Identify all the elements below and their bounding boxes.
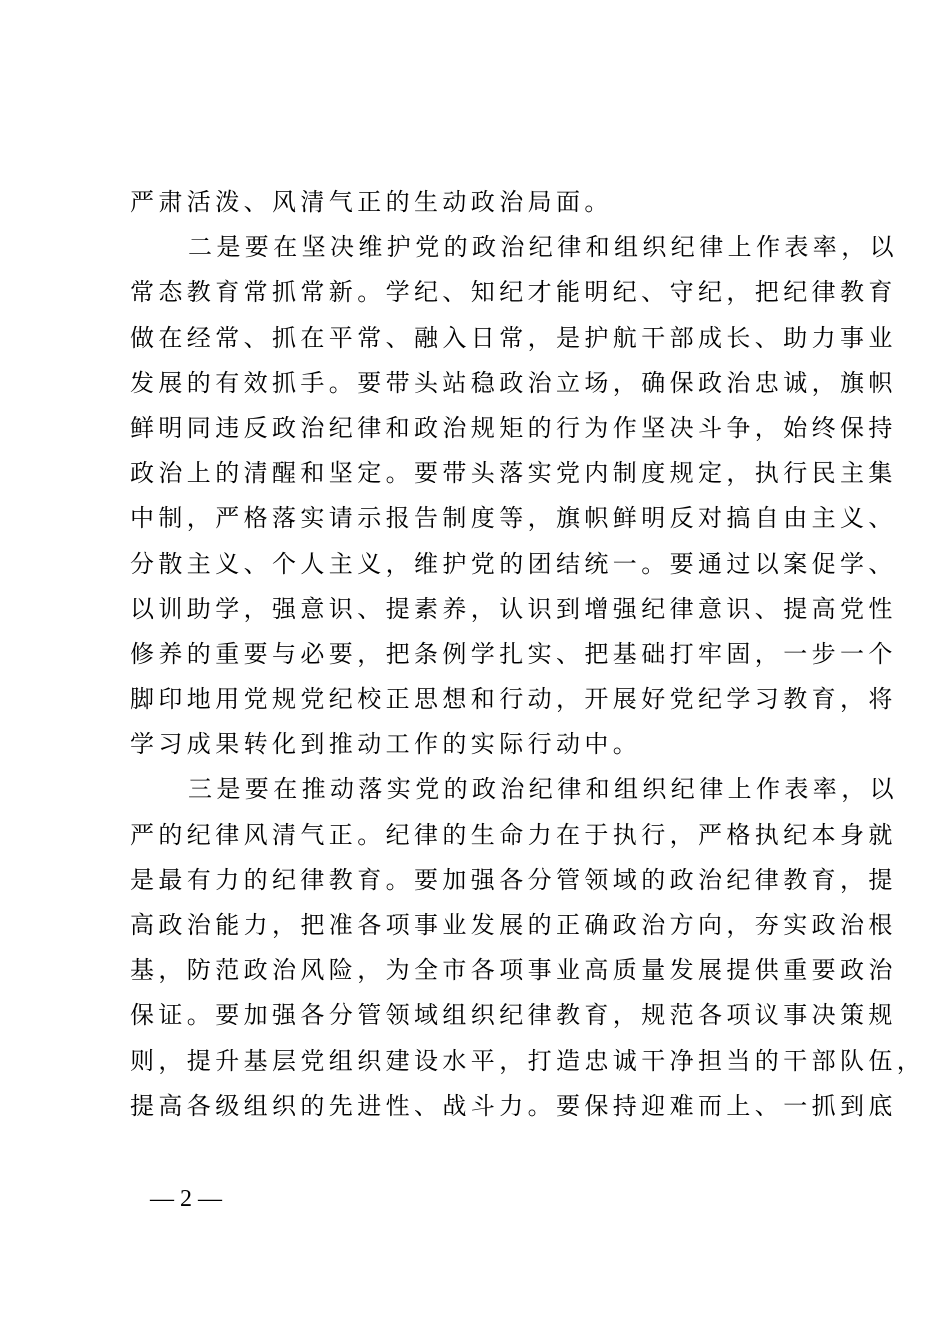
text-line: 则，提升基层党组织建设水平，打造忠诚干净担当的干部队伍， [130, 1046, 926, 1075]
text-line: 提高各级组织的先进性、战斗力。要保持迎难而上、一抓到底 [130, 1091, 897, 1120]
text-line: 以训助学，强意识、提素养，认识到增强纪律意识、提高党性 [130, 594, 897, 623]
text-line: 学习成果转化到推动工作的实际行动中。 [130, 730, 642, 759]
text-line: 政治上的清醒和坚定。要带头落实党内制度规定，执行民主集 [130, 459, 897, 488]
text-line: 做在经常、抓在平常、融入日常，是护航干部成长、助力事业 [130, 323, 897, 352]
text-line: 鲜明同违反政治纪律和政治规矩的行为作坚决斗争，始终保持 [130, 413, 897, 442]
text-line: 基，防范政治风险，为全市各项事业高质量发展提供重要政治 [130, 956, 897, 985]
text-line: 保证。要加强各分管领域组织纪律教育，规范各项议事决策规 [130, 1001, 897, 1030]
paragraph-start-line: 三是要在推动落实党的政治纪律和组织纪律上作表率，以 [188, 775, 898, 804]
text-line: 修养的重要与必要，把条例学扎实、把基础打牢固，一步一个 [130, 639, 897, 668]
text-line: 脚印地用党规党纪校正思想和行动，开展好党纪学习教育，将 [130, 685, 897, 714]
text-line: 中制，严格落实请示报告制度等，旗帜鲜明反对搞自由主义、 [130, 504, 897, 533]
page-number: — 2 — [150, 1186, 222, 1212]
text-line: 常态教育常抓常新。学纪、知纪才能明纪、守纪，把纪律教育 [130, 278, 897, 307]
text-line: 发展的有效抓手。要带头站稳政治立场，确保政治忠诚，旗帜 [130, 368, 897, 397]
text-line: 是最有力的纪律教育。要加强各分管领域的政治纪律教育，提 [130, 865, 897, 894]
text-line: 分散主义、个人主义，维护党的团结统一。要通过以案促学、 [130, 549, 897, 578]
paragraph-start-line: 二是要在坚决维护党的政治纪律和组织纪律上作表率，以 [188, 233, 898, 262]
text-line: 严的纪律风清气正。纪律的生命力在于执行，严格执纪本身就 [130, 820, 897, 849]
body-text [130, 180, 926, 1129]
text-line: 严肃活泼、风清气正的生动政治局面。 [130, 188, 613, 216]
text-line: 高政治能力，把准各项事业发展的正确政治方向，夯实政治根 [130, 911, 897, 939]
